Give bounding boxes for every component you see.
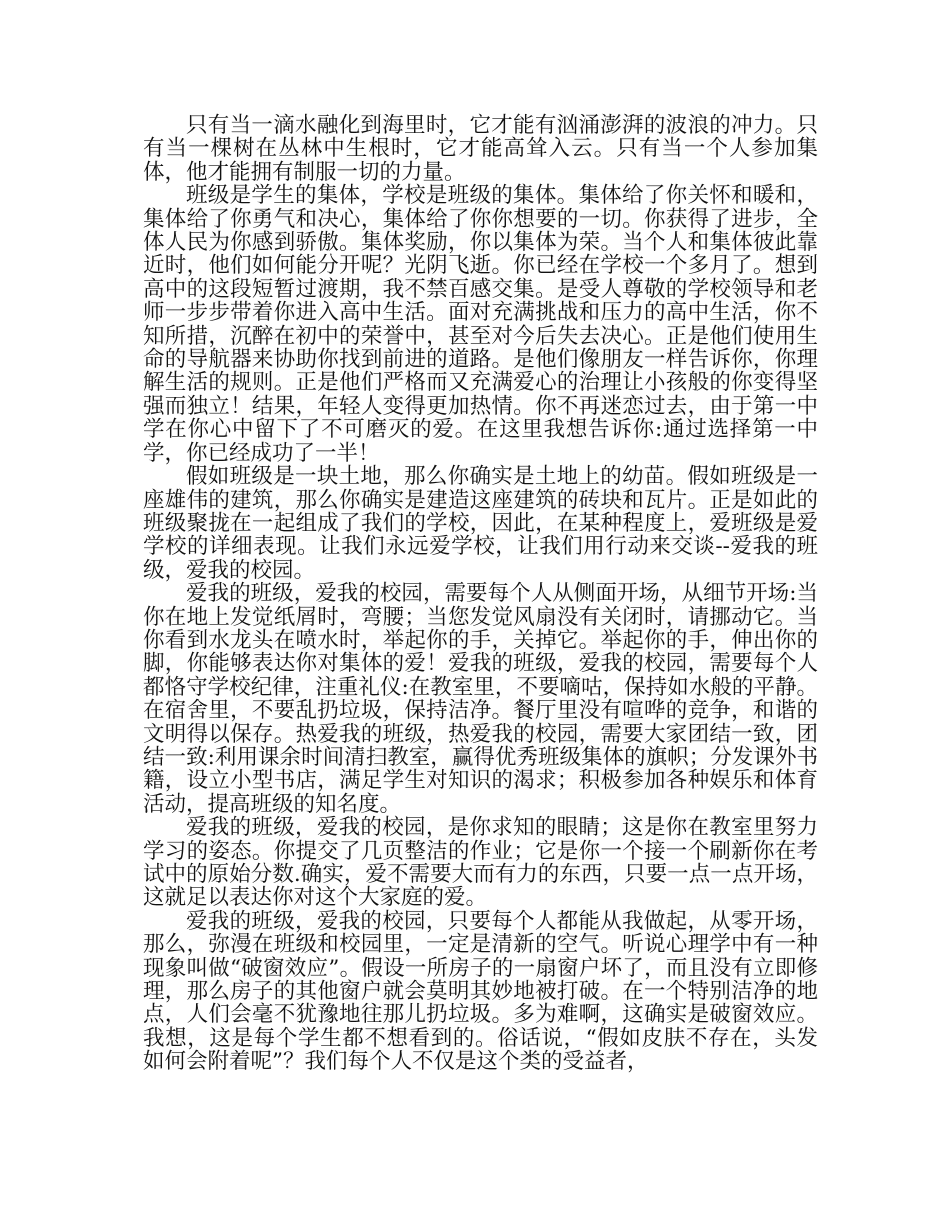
paragraph-land-building: 假如班级是一块土地，那么你确实是土地上的幼苗。假如班级是一座雄伟的建筑，那么你确实是建造这座建筑的砖块和瓦片。正是如此的班级聚拢在一起组成了我们的学校，因此，在某种程度上，爱班级是爱学校的详细表现。让我们永远爱学校，让我们用行动来交谈--爱我的班级，爱我的校园。 — [143, 464, 818, 583]
document-body — [143, 114, 818, 1074]
paragraph-details: 爱我的班级，爱我的校园，需要每个人从侧面开场，从细节开场:当你在地上发觉纸屑时，弯腰；当您发觉风扇没有关闭时，请挪动它。当你看到水龙头在喷水时，举起你的手，关掉它。举起你的手，伸出你的脚，你能够表达你对集体的爱！爱我的班级，爱我的校园，需要每个人都恪守学校纪律，注重礼仪:在教室里，不要嘀咕，保持如水般的平静。在宿舍里，不要乱扔垃圾，保持洁净。餐厅里没有喧哗的竞争，和谐的文明得以保存。热爱我的班级，热爱我的校园，需要大家团结一致，团结一致:利用课余时间清扫教室，赢得优秀班级集体的旗帜；分发课外书籍，设立小型书店，满足学生对知识的渴求；积极参加各种娱乐和体育活动，提高班级的知名度。 — [143, 581, 818, 817]
paragraph-class-collective: 班级是学生的集体，学校是班级的集体。集体给了你关怀和暖和，集体给了你勇气和决心，集体给了你你想要的一切。你获得了进步，全体人民为你感到骄傲。集体奖励，你以集体为荣。当个人和集体彼此靠近时，他们如何能分开呢？光阴飞逝。你已经在学校一个多月了。想到高中的这段短暂过渡期，我不禁百感交集。是受人尊敬的学校领导和老师一步步带着你进入高中生活。面对充满挑战和压力的高中生活，你不知所措，沉醉在初中的荣誉中，甚至对今后失去决心。正是他们使用生命的导航器来协助你找到前进的道路。是他们像朋友一样告诉你，你理解生活的规则。正是他们严格而又充满爱心的治理让小孩般的你变得坚强而独立！结果，年轻人变得更加热情。你不再迷恋过去，由于第一中学在你心中留下了不可磨灭的爱。在这里我想告诉你:通过选择第一中学，你已经成功了一半！ — [143, 183, 818, 466]
paragraph-water-tree: 只有当一滴水融化到海里时，它才能有汹涌澎湃的波浪的冲力。只有当一棵树在丛林中生根时，它才能高耸入云。只有当一个人参加集体，他才能拥有制服一切的力量。 — [143, 113, 818, 185]
paragraph-broken-window: 爱我的班级，爱我的校园，只要每个人都能从我做起，从零开场，那么，弥漫在班级和校园里，一定是清新的空气。听说心理学中有一种现象叫做“破窗效应”。假设一所房子的一扇窗户坏了，而且没有立即修理，那么房子的其他窗户就会莫明其妙地被打破。在一个特别洁净的地点，人们会毫不犹豫地往那儿扔垃圾。多为难啊，这确实是破窗效应。我想，这是每个学生都不想看到的。俗话说，“假如皮肤不存在，头发如何会附着呢”？我们每个人不仅是这个类的受益者， — [143, 908, 818, 1075]
paragraph-study: 爱我的班级，爱我的校园，是你求知的眼睛；这是你在教室里努力学习的姿态。你提交了几页整洁的作业；它是你一个接一个刷新你在考试中的原始分数.确实，爱不需要大而有力的东西，只要一点一点开场，这就足以表达你对这个大家庭的爱。 — [143, 815, 818, 911]
